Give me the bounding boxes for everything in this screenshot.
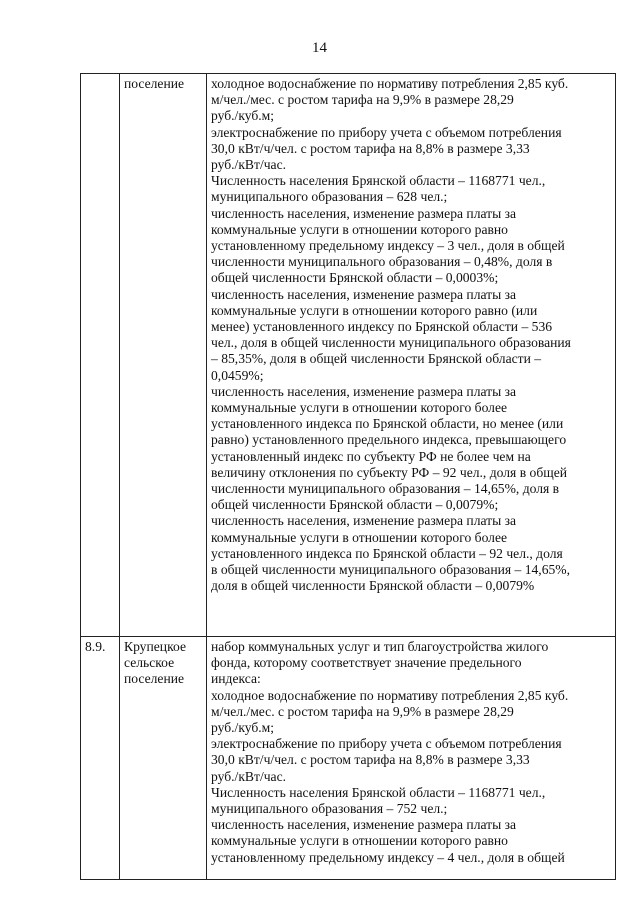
municipality-name-line: Крупецкое (124, 639, 186, 654)
municipality-name-line: сельское (124, 655, 175, 671)
table-row (81, 637, 616, 880)
row-number-cell (81, 74, 120, 637)
table-row (81, 74, 616, 637)
description-text: набор коммунальных услуг и тип благоустройства жилого фонда, которому соответствует значение предельного индекса: холодное водоснабжение по нормативу потребления 2,85 куб. м/чел./мес. с ростом тарифа на 9,9% в размере 28,29 руб./куб.м; электроснабжение по прибору учета с объемом потребления 30,0 кВт/ч/чел. с ростом тарифа на 8,8% в размере 3,33 руб./кВт/час. Численность населения Брянской области – 1168771 чел., муниципального образования – 752 чел.; численность населения, изменение размера платы за коммунальные услуги в отношении которого равно установленному предельному индексу – 4 чел., доля в общей (211, 639, 569, 865)
municipality-name-line: поселение (124, 671, 185, 687)
municipality-name-cell (120, 637, 207, 880)
description-cell (207, 74, 616, 637)
description-text: холодное водоснабжение по нормативу потребления 2,85 куб. м/чел./мес. с ростом тарифа на 9,9% в размере 28,29 руб./куб.м; электроснабжение по прибору учета с объемом потребления 30,0 кВт/ч/чел. с ростом тарифа на 8,8% в размере 3,33 руб./кВт/час. Численность населения Брянской области – 1168771 чел., муниципального образования – 628 чел.; численность населения, изменение размера платы за коммунальные услуги в отношении которого равно установленному предельному индексу – 3 чел., доля в общей численности муниципального образования – 0,48%, доля в общей численности Брянской области – 0,0003%; численность населения, изменение размера платы за коммунальные услуги в отношении которого равно (или менее) установленного индексу по Брянской области – 536 чел., доля в общей численности муниципального образования – 85,35%, доля в общей численности Брянской области – 0,0459%; численность населения, изменение размера платы за коммунальные услуги в отношении которого более установленного индекса по Брянской области, но менее (или равно) установленного предельного индекса, превышающего установленный индекс по субъекту РФ не более чем на величину отклонения по субъекту РФ – 92 чел., доля в общей численности муниципального образования – 14,65%, доля в общей численности Брянской области – 0,0079%; численность населения, изменение размера платы за коммунальные услуги в отношении которого более установленного индекса по Брянской области – 92 чел., доля в общей численности муниципального образования – 14,65%, доля в общей численности Брянской области – 0,0079% (211, 76, 571, 594)
municipality-name-cell (120, 74, 207, 637)
municipal-index-table (80, 73, 616, 880)
municipality-name-line: поселение (124, 76, 185, 91)
description-cell (207, 637, 616, 880)
row-number-cell: 8.9. (81, 637, 120, 880)
page-number: 14 (312, 40, 327, 56)
